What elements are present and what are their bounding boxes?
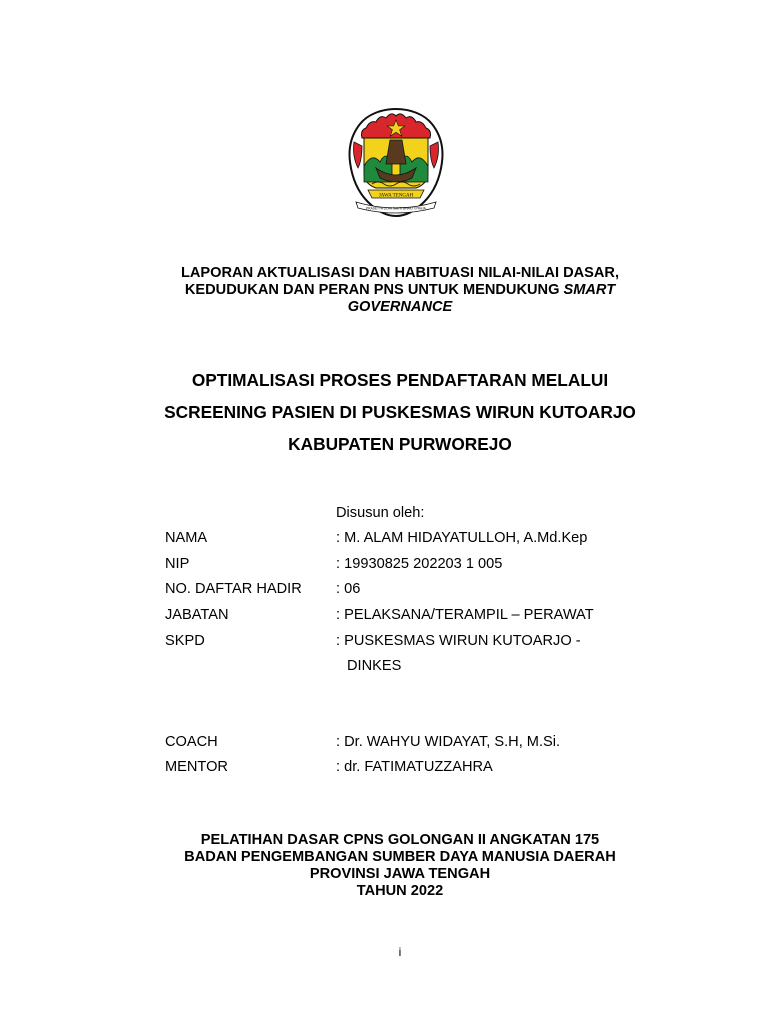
author-intro: Disusun oleh: <box>336 505 425 521</box>
report-heading-line-2-text: KEDUDUKAN DAN PERAN PNS UNTUK MENDUKUNG <box>184 282 564 298</box>
emblem-motto-text: PRASETYA ULAH SAKTI BHAKTI PRAJA <box>366 206 426 211</box>
footer-line-1: PELATIHAN DASAR CPNS GOLONGAN II ANGKATAN 175 <box>200 832 600 848</box>
institution-footer <box>100 832 700 900</box>
skpd-value-line-1: : PUSKESMAS WIRUN KUTOARJO - <box>336 632 581 649</box>
title-line-2: SCREENING PASIEN DI PUSKESMAS WIRUN KUTOARJO <box>164 402 636 422</box>
coach-label: COACH <box>165 733 218 750</box>
skpd-value-line-2: DINKES <box>347 658 402 675</box>
nip-value: : 19930825 202203 1 005 <box>336 555 503 572</box>
report-heading-smart: SMART <box>563 282 616 298</box>
report-heading-line-3 <box>100 299 700 316</box>
emblem-banner-text: JAWA TENGAH <box>378 193 414 199</box>
daftar-hadir-label: NO. DAFTAR HADIR <box>165 581 302 598</box>
report-heading <box>100 265 700 316</box>
title-line-3: KABUPATEN PURWOREJO <box>288 434 512 454</box>
mentor-label: MENTOR <box>165 759 228 776</box>
report-heading-governance: GOVERNANCE <box>347 299 453 315</box>
jabatan-label: JABATAN <box>165 607 229 624</box>
mentor-value: : dr. FATIMATUZZAHRA <box>336 759 493 776</box>
daftar-hadir-value: : 06 <box>336 581 361 598</box>
jabatan-value: : PELAKSANA/TERAMPIL – PERAWAT <box>336 607 594 624</box>
jawa-tengah-provincial-emblem-icon <box>346 106 446 218</box>
nip-label: NIP <box>165 555 190 572</box>
document-title <box>80 364 720 460</box>
footer-line-2: BADAN PENGEMBANGAN SUMBER DAYA MANUSIA DAERAH <box>184 849 616 865</box>
footer-line-3: PROVINSI JAWA TENGAH <box>309 866 491 882</box>
nama-value: : M. ALAM HIDAYATULLOH, A.Md.Kep <box>336 530 588 546</box>
coach-value: : Dr. WAHYU WIDAYAT, S.H, M.Si. <box>336 733 561 750</box>
title-line-1: OPTIMALISASI PROSES PENDAFTARAN MELALUI <box>191 370 609 390</box>
skpd-label: SKPD <box>165 632 205 649</box>
report-heading-line-2 <box>100 282 700 299</box>
report-heading-line-1: LAPORAN AKTUALISASI DAN HABITUASI NILAI-NILAI DASAR, <box>180 265 620 281</box>
skpd-value <box>336 631 581 677</box>
page-number: i <box>398 945 402 959</box>
footer-line-4: TAHUN 2022 <box>356 883 444 899</box>
nama-label: NAMA <box>165 530 208 546</box>
